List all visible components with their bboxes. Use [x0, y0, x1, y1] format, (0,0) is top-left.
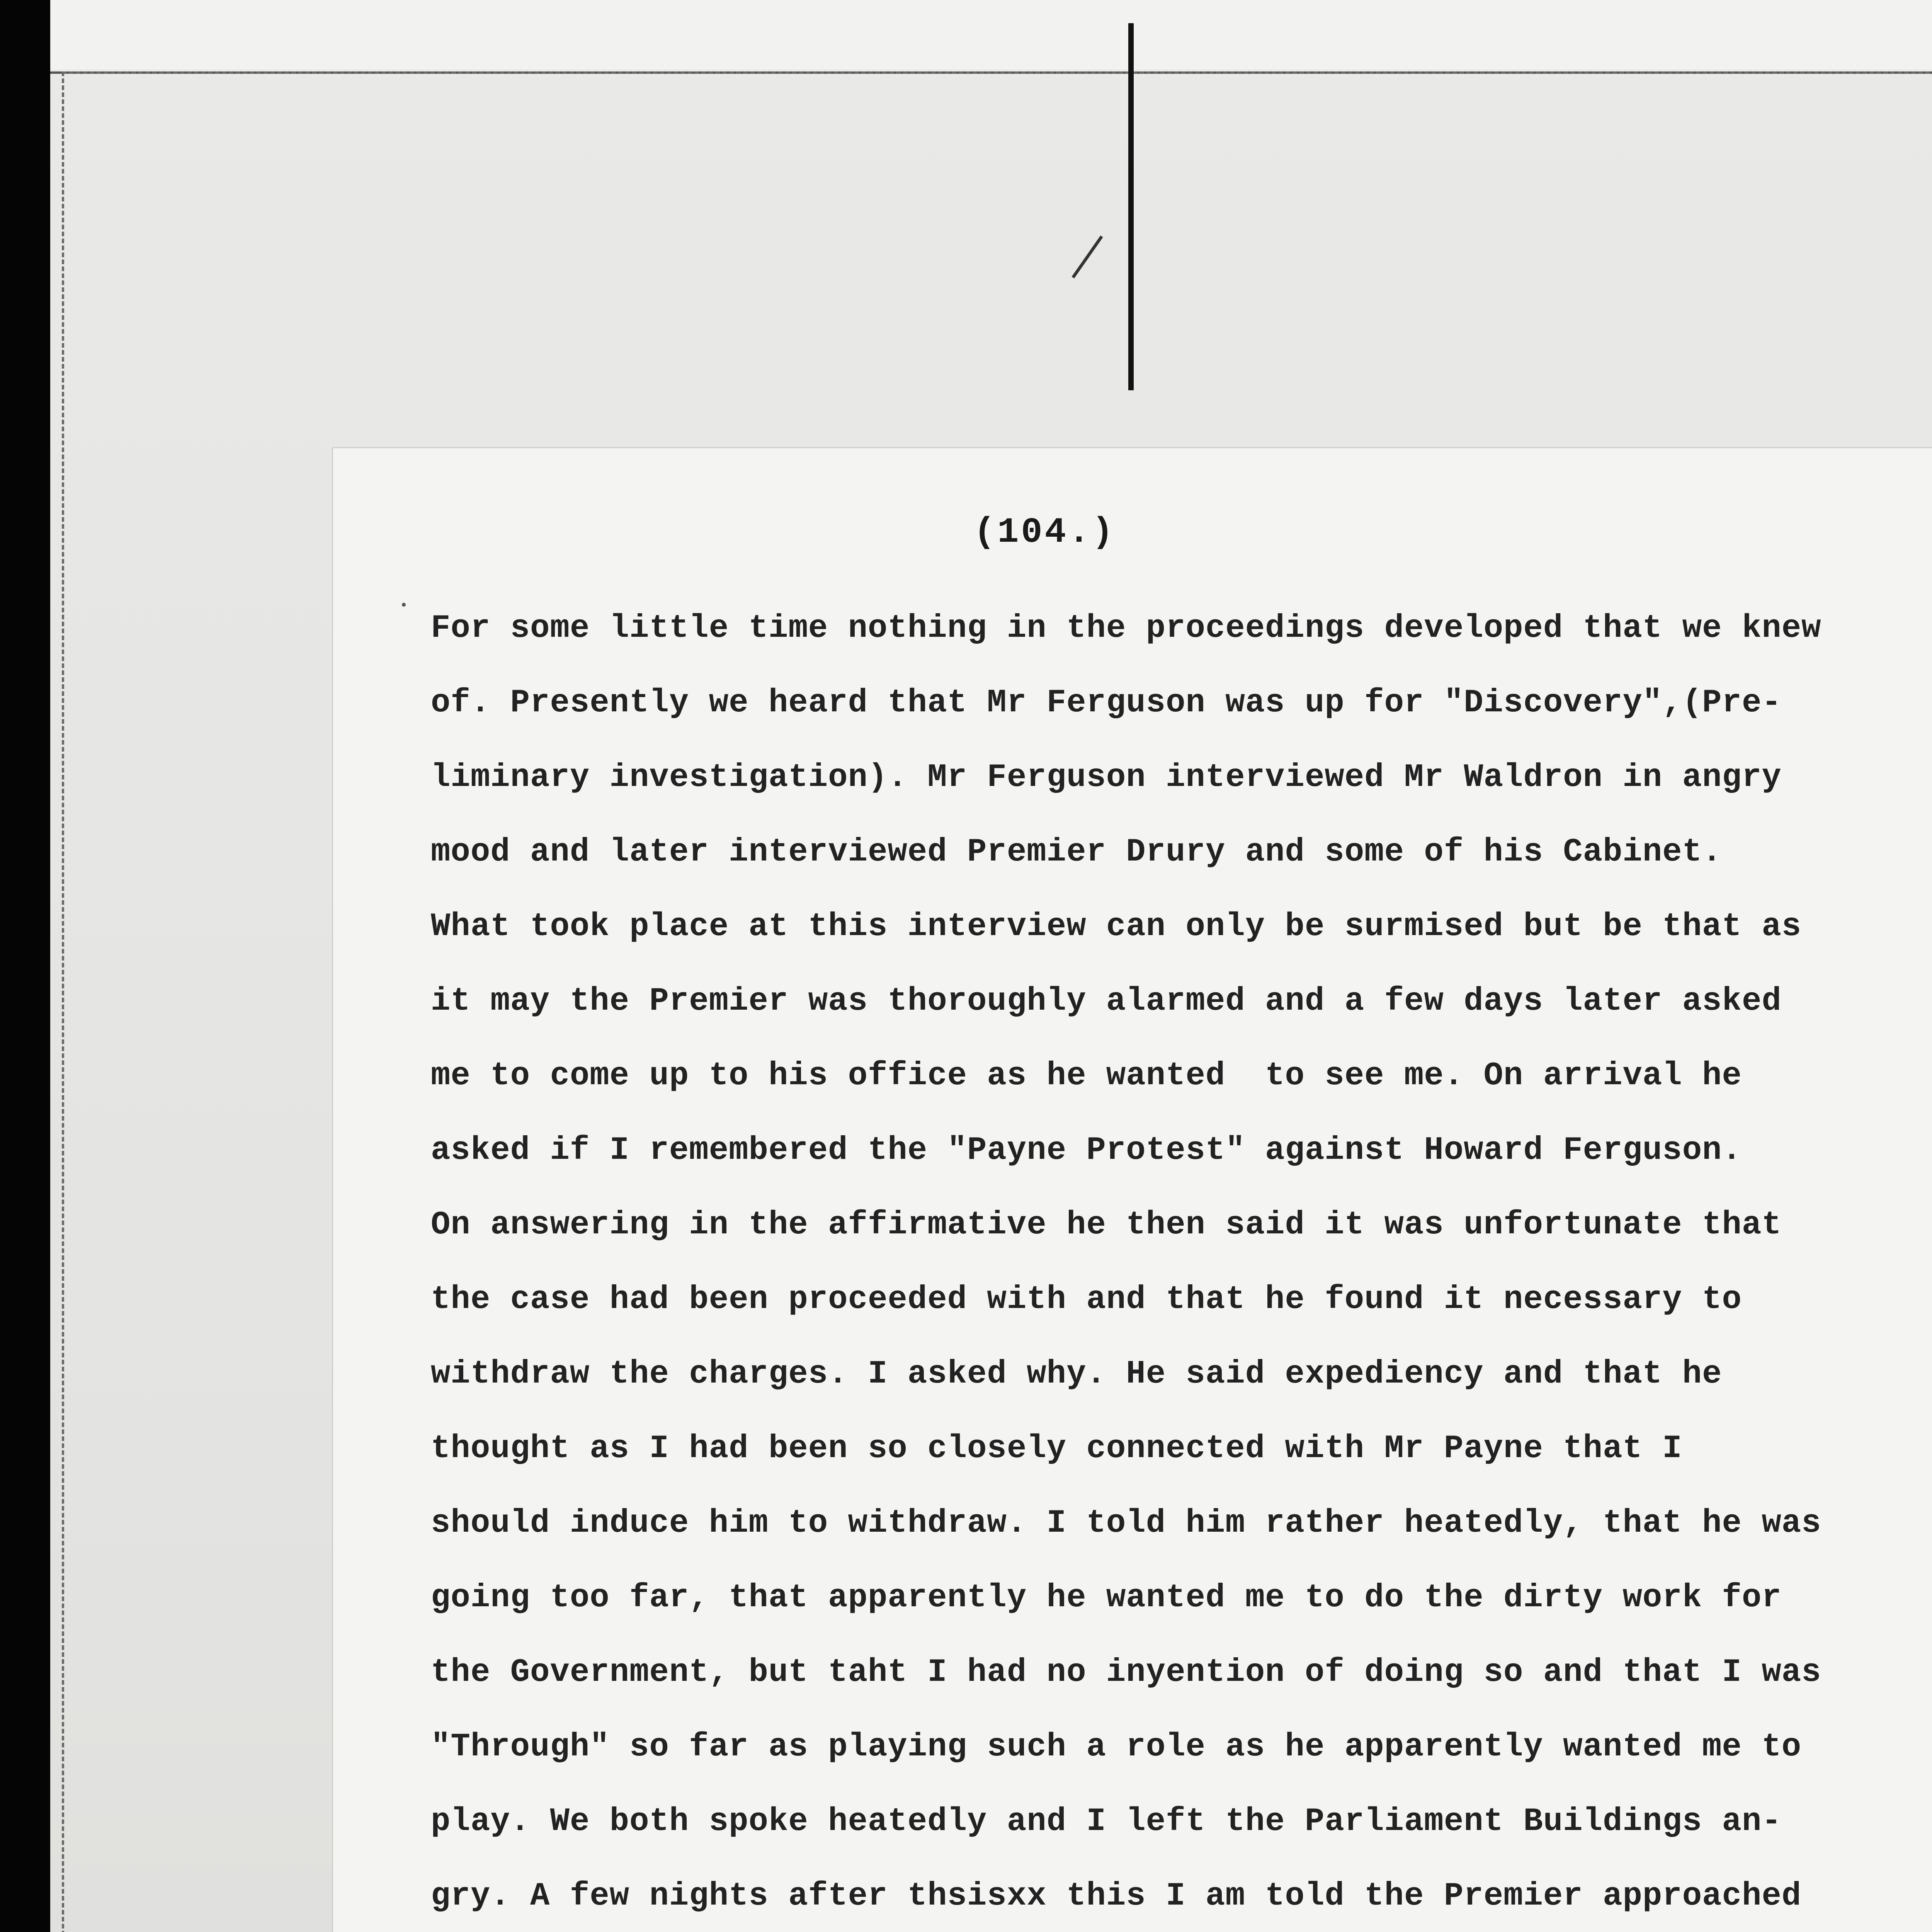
text-line: it may the Premier was thoroughly alarmed and a few days later asked: [431, 983, 1782, 1020]
text-line: What took place at this interview can only be surmised but be that as: [431, 908, 1802, 945]
text-line: gry. A few nights after thsisxx this I am told the Premier approached: [431, 1878, 1802, 1915]
typed-body: [431, 591, 1932, 1932]
mount-top-strip: [50, 0, 1932, 70]
text-line: mood and later interviewed Premier Drury and some of his Cabinet.: [431, 834, 1722, 871]
text-line: asked if I remembered the "Payne Protest" against Howard Ferguson.: [431, 1132, 1742, 1169]
text-line: going too far, that apparently he wanted me to do the dirty work for: [431, 1580, 1782, 1616]
mount-center-line: [1128, 23, 1134, 390]
page-number: (104.): [974, 512, 1116, 553]
text-line: liminary investigation). Mr Ferguson interviewed Mr Waldron in angry: [431, 759, 1782, 796]
dust-speck: [402, 603, 406, 607]
text-line: the Government, but taht I had no inyention of doing so and that I was: [431, 1654, 1821, 1691]
text-line: the case had been proceeded with and that he found it necessary to: [431, 1281, 1742, 1318]
text-line: me to come up to his office as he wanted to see me. On arrival he: [431, 1058, 1742, 1094]
text-line: thought as I had been so closely connected with Mr Payne that I: [431, 1430, 1682, 1467]
text-line: should induce him to withdraw. I told him rather heatedly, that he was: [431, 1505, 1821, 1542]
text-line: On answering in the affirmative he then said it was unfortunate that: [431, 1207, 1782, 1243]
text-line: withdraw the charges. I asked why. He said expediency and that he: [431, 1356, 1722, 1393]
text-line: play. We both spoke heatedly and I left the Parliament Buildings an-: [431, 1803, 1782, 1840]
text-line: of. Presently we heard that Mr Ferguson was up for "Discovery",(Pre-: [431, 685, 1782, 721]
text-line: For some little time nothing in the proceedings developed that we knew: [431, 610, 1821, 647]
text-line: "Through" so far as playing such a role as he apparently wanted me to: [431, 1729, 1802, 1765]
